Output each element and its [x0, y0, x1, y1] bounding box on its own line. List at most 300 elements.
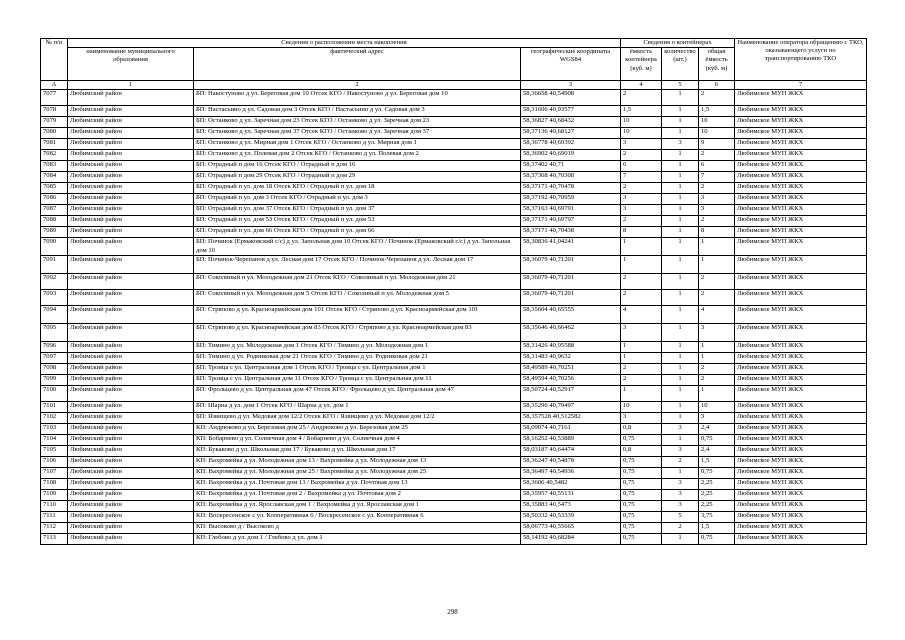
cell-address: БП: Останково д ул. Заречная дом 23 Отсек КГО / Останково д ул. Заречная дом 23	[194, 117, 521, 128]
cell-coords: 58,37163 40,69791	[521, 205, 621, 216]
cell-operator: Любимское МУП ЖКХ	[735, 216, 867, 227]
cell-coords: 58,09074 40,7161	[521, 424, 621, 435]
table-row	[41, 468, 867, 479]
cell-operator: Любимское МУП ЖКХ	[735, 150, 867, 161]
cell-address: БП: Останково д ул. Полевая дом 2 Отсек КГО / Останково д ул. Полевая дом 2	[194, 150, 521, 161]
cell-address: КП: Вахромейка д ул. Почтовая дом 2 / Вахромейка д ул. Почтовая дом 2	[194, 490, 521, 501]
cell-num: 7109	[41, 490, 68, 501]
cell-operator: Любимское МУП ЖКХ	[735, 446, 867, 457]
cell-quantity: 1	[662, 117, 699, 128]
cell-quantity: 1	[662, 194, 699, 205]
cell-capacity: 0,75	[621, 457, 662, 468]
cell-operator: Любимское МУП ЖКХ	[735, 256, 867, 274]
cell-num: 7094	[41, 306, 68, 324]
cell-operator: Любимское МУП ЖКХ	[735, 290, 867, 306]
cell-total: 4	[699, 306, 735, 324]
table-row	[41, 424, 867, 435]
cell-coords: 58,357528 40,512582	[521, 413, 621, 424]
cell-capacity: 0,75	[621, 512, 662, 523]
cell-total: 2	[699, 183, 735, 194]
cell-coords: 58,37171 40,70438	[521, 227, 621, 238]
cell-operator: Любимское МУП ЖКХ	[735, 523, 867, 534]
cell-address: БП: Отрадный п ул. дом 18 Отсек КГО / Отрадный п ул. дом 18	[194, 183, 521, 194]
cell-operator: Любимское МУП ЖКХ	[735, 90, 867, 106]
cell-quantity: 3	[662, 490, 699, 501]
cell-total: 7	[699, 172, 735, 183]
cell-coords: 58,3606 40,5482	[521, 479, 621, 490]
table-body	[41, 90, 867, 545]
cell-coords: 58,31426 40,95588	[521, 342, 621, 353]
cell-municipality: Любимский район	[68, 501, 194, 512]
cell-coords: 58,37402 40,71	[521, 161, 621, 172]
cell-operator: Любимское МУП ЖКХ	[735, 435, 867, 446]
cell-operator: Любимское МУП ЖКХ	[735, 342, 867, 353]
table-row	[41, 446, 867, 457]
cell-num: 7090	[41, 238, 68, 256]
cell-total: 2	[699, 375, 735, 386]
cell-municipality: Любимский район	[68, 150, 194, 161]
table-row	[41, 306, 867, 324]
cell-coords: 58,31483 40,9632	[521, 353, 621, 364]
cell-capacity: 0,75	[621, 534, 662, 545]
cell-municipality: Любимский район	[68, 274, 194, 290]
table-row	[41, 183, 867, 194]
cell-quantity: 3	[662, 501, 699, 512]
cell-municipality: Любимский район	[68, 364, 194, 375]
cell-operator: Любимское МУП ЖКХ	[735, 457, 867, 468]
cell-total: 1,5	[699, 457, 735, 468]
cell-address: БП: Тимино д ул. Молодежная дом 1 Отсек КГО / Тимино д ул. Молодежная дом 1	[194, 342, 521, 353]
cell-num: 7092	[41, 274, 68, 290]
cell-capacity: 2	[621, 290, 662, 306]
cell-num: 7086	[41, 194, 68, 205]
cell-municipality: Любимский район	[68, 490, 194, 501]
table-row	[41, 490, 867, 501]
cell-municipality: Любимский район	[68, 205, 194, 216]
cell-municipality: Любимский район	[68, 128, 194, 139]
cell-coords: 58,36079 40,71201	[521, 290, 621, 306]
cell-total: 1,5	[699, 106, 735, 117]
cell-capacity: 10	[621, 402, 662, 413]
cell-capacity: 2	[621, 90, 662, 106]
table-row	[41, 90, 867, 106]
cell-capacity: 0,8	[621, 424, 662, 435]
cell-quantity: 5	[662, 512, 699, 523]
header-num: № п/п	[41, 39, 68, 81]
cell-operator: Любимское МУП ЖКХ	[735, 386, 867, 402]
cell-municipality: Любимский район	[68, 402, 194, 413]
table-row	[41, 128, 867, 139]
cell-quantity: 1	[662, 468, 699, 479]
cell-capacity: 3	[621, 205, 662, 216]
cell-coords: 58,35883 40,5473	[521, 501, 621, 512]
table-row	[41, 150, 867, 161]
col-index-1: 1	[68, 81, 194, 90]
cell-quantity: 1	[662, 128, 699, 139]
table-row	[41, 106, 867, 117]
col-index-4: 4	[621, 81, 662, 90]
cell-num: 7111	[41, 512, 68, 523]
cell-coords: 58,14192 40,68284	[521, 534, 621, 545]
cell-total: 3,75	[699, 512, 735, 523]
table-row	[41, 457, 867, 468]
cell-municipality: Любимский район	[68, 353, 194, 364]
cell-capacity: 1	[621, 342, 662, 353]
table-row	[41, 172, 867, 183]
cell-num: 7098	[41, 364, 68, 375]
cell-capacity: 7	[621, 172, 662, 183]
table-row	[41, 139, 867, 150]
cell-total: 1	[699, 256, 735, 274]
cell-operator: Любимское МУП ЖКХ	[735, 324, 867, 342]
cell-total: 3	[699, 413, 735, 424]
data-table	[40, 38, 867, 545]
cell-quantity: 1	[662, 161, 699, 172]
cell-capacity: 6	[621, 161, 662, 172]
cell-coords: 58,35646 40,66462	[521, 324, 621, 342]
header-quantity: количество (шт.)	[662, 48, 699, 81]
cell-operator: Любимское МУП ЖКХ	[735, 364, 867, 375]
cell-num: 7107	[41, 468, 68, 479]
cell-operator: Любимское МУП ЖКХ	[735, 375, 867, 386]
cell-capacity: 1,5	[621, 106, 662, 117]
cell-num: 7093	[41, 290, 68, 306]
cell-operator: Любимское МУП ЖКХ	[735, 479, 867, 490]
cell-total: 1	[699, 386, 735, 402]
cell-total: 3	[699, 324, 735, 342]
cell-municipality: Любимский район	[68, 523, 194, 534]
cell-address: БП: Отрадный п ул. дом 66 Отсек КГО / Отрадный п ул. дом 66	[194, 227, 521, 238]
cell-quantity: 1	[662, 435, 699, 446]
cell-num: 7110	[41, 501, 68, 512]
cell-address: БП: Отрадный п ул. дом 3 Отсек КГО / Отрадный п ул. дом 3	[194, 194, 521, 205]
cell-coords: 58,36079 40,71201	[521, 256, 621, 274]
cell-capacity: 1	[621, 238, 662, 256]
table-row	[41, 534, 867, 545]
cell-address: КП: Вахромейка д ул. Молодежная дом 25 / Вахромейка д ул. Молодежная дом 25	[194, 468, 521, 479]
cell-municipality: Любимский район	[68, 375, 194, 386]
cell-capacity: 0,75	[621, 435, 662, 446]
cell-address: БП: Стряпово д ул. Красноармейская дом 101 Отсек КГО / Стряпово д ул. Красноармейская дом 101	[194, 306, 521, 324]
cell-address: БП: Отрадный п ул. дом 53 Отсек КГО / Отрадный п ул. дом 53	[194, 216, 521, 227]
cell-address: БП: Починок (Ермаковский с/с) д ул. Запольная дом 10 Отсек КГО / Починок (Ермаковский с/с) д ул. Запольная дом 10	[194, 238, 521, 256]
cell-address: БП: Троица с ул. Центральная дом 11 Отсек КГО / Троица с ул. Центральная дом 11	[194, 375, 521, 386]
page-number: 298	[447, 608, 458, 616]
cell-total: 1	[699, 353, 735, 364]
cell-municipality: Любимский район	[68, 512, 194, 523]
cell-coords: 58,35957 40,55131	[521, 490, 621, 501]
table-row	[41, 512, 867, 523]
cell-operator: Любимское МУП ЖКХ	[735, 274, 867, 290]
cell-operator: Любимское МУП ЖКХ	[735, 227, 867, 238]
cell-total: 6	[699, 161, 735, 172]
cell-operator: Любимское МУП ЖКХ	[735, 424, 867, 435]
cell-capacity: 8	[621, 227, 662, 238]
cell-operator: Любимское МУП ЖКХ	[735, 238, 867, 256]
cell-coords: 58,36658 40,54908	[521, 90, 621, 106]
table-row	[41, 227, 867, 238]
table-row	[41, 274, 867, 290]
cell-quantity: 1	[662, 290, 699, 306]
cell-municipality: Любимский район	[68, 386, 194, 402]
cell-address: КП: Андрюково д ул. Березовая дом 25 / Андрюково д ул. Березовая дом 25	[194, 424, 521, 435]
table-row	[41, 375, 867, 386]
cell-coords: 58,36778 40,69392	[521, 139, 621, 150]
cell-address: БП: Соколиный п ул. Молодежная дом 21 Отсек КГО / Соколиный п ул. Молодежная дом 21	[194, 274, 521, 290]
cell-municipality: Любимский район	[68, 534, 194, 545]
cell-municipality: Любимский район	[68, 435, 194, 446]
col-index-6: 6	[699, 81, 735, 90]
cell-municipality: Любимский район	[68, 468, 194, 479]
cell-total: 10	[699, 402, 735, 413]
cell-operator: Любимское МУП ЖКХ	[735, 402, 867, 413]
cell-num: 7079	[41, 117, 68, 128]
cell-capacity: 1	[621, 256, 662, 274]
cell-num: 7105	[41, 446, 68, 457]
cell-coords: 58,06773 40,55665	[521, 523, 621, 534]
cell-municipality: Любимский район	[68, 216, 194, 227]
cell-total: 0,75	[699, 435, 735, 446]
cell-total: 2	[699, 150, 735, 161]
cell-total: 2	[699, 364, 735, 375]
cell-num: 7089	[41, 227, 68, 238]
cell-address: БП: Фрольцево д ул. Центральная дом 47 Отсек КГО / Фрольцево д ул. Центральная дом 47	[194, 386, 521, 402]
cell-quantity: 1	[662, 375, 699, 386]
cell-coords: 58,03187 40,64474	[521, 446, 621, 457]
cell-address: КП: Вахромейка д ул. Ярославская дом 1 / Вахромейка д ул. Ярославская дом 1	[194, 501, 521, 512]
header-row-1	[41, 39, 867, 48]
cell-num: 7112	[41, 523, 68, 534]
cell-quantity: 2	[662, 457, 699, 468]
cell-coords: 58,35604 40,65555	[521, 306, 621, 324]
cell-coords: 58,37368 40,70308	[521, 172, 621, 183]
cell-total: 9	[699, 139, 735, 150]
cell-address: БП: Накостуново д ул. Береговая дом 10 Отсек КГО / Накостуново д ул. Береговая дом 10	[194, 90, 521, 106]
cell-num: 7091	[41, 256, 68, 274]
cell-address: БП: Стряпово д ул. Красноармейская дом 83 Отсек КГО / Стряпово д ул. Красноармейская дом 83	[194, 324, 521, 342]
header-containers: Сведения о контейнерах	[621, 39, 735, 48]
cell-municipality: Любимский район	[68, 424, 194, 435]
cell-coords: 58,49589 40,70251	[521, 364, 621, 375]
cell-address: БП: Починок-Черепанов д ул. Лесная дом 17 Отсек КГО / Починок-Черепанов д ул. Лесная дом 17	[194, 256, 521, 274]
cell-quantity: 3	[662, 424, 699, 435]
cell-capacity: 2	[621, 183, 662, 194]
cell-capacity: 0,75	[621, 501, 662, 512]
cell-num: 7078	[41, 106, 68, 117]
cell-municipality: Любимский район	[68, 306, 194, 324]
cell-address: БП: Шарна д ул. дом 1 Отсек КГО / Шарна д ул. дом 1	[194, 402, 521, 413]
cell-address: БП: Язвищево д ул. Медовая дом 12/2 Отсек КГО / Язвищево д ул. Медовая дом 12/2	[194, 413, 521, 424]
cell-operator: Любимское МУП ЖКХ	[735, 194, 867, 205]
cell-num: 7102	[41, 413, 68, 424]
cell-coords: 58,16252 40,53889	[521, 435, 621, 446]
cell-num: 7085	[41, 183, 68, 194]
cell-address: КП: Глебово д ул. дом 1 / Глебово д ул. дом 1	[194, 534, 521, 545]
table-row	[41, 256, 867, 274]
cell-municipality: Любимский район	[68, 139, 194, 150]
cell-address: БП: Отрадный п ул. дом 37 Отсек КГО / Отрадный п ул. дом 37	[194, 205, 521, 216]
cell-operator: Любимское МУП ЖКХ	[735, 172, 867, 183]
cell-capacity: 3	[621, 413, 662, 424]
cell-coords: 58,36247 40,54878	[521, 457, 621, 468]
cell-quantity: 1	[662, 205, 699, 216]
cell-operator: Любимское МУП ЖКХ	[735, 353, 867, 364]
cell-coords: 58,37171 40,69797	[521, 216, 621, 227]
table-row	[41, 205, 867, 216]
cell-municipality: Любимский район	[68, 446, 194, 457]
col-index-3: 3	[521, 81, 621, 90]
cell-capacity: 4	[621, 306, 662, 324]
header-operator: Наименование оператора обращению с ТКО, оказывающего услуги по транспортированию ТКО	[735, 39, 867, 81]
cell-coords: 58,50724 40,52917	[521, 386, 621, 402]
cell-address: КП: Высоково д / Высоково д	[194, 523, 521, 534]
cell-capacity: 3	[621, 194, 662, 205]
cell-capacity: 10	[621, 128, 662, 139]
cell-total: 3	[699, 194, 735, 205]
cell-quantity: 1	[662, 172, 699, 183]
cell-num: 7113	[41, 534, 68, 545]
cell-capacity: 2	[621, 274, 662, 290]
cell-quantity: 1	[662, 413, 699, 424]
cell-address: БП: Тимино д ул. Родниковая дом 21 Отсек КГО / Тимино д ул. Родниковая дом 21	[194, 353, 521, 364]
cell-municipality: Любимский район	[68, 290, 194, 306]
cell-operator: Любимское МУП ЖКХ	[735, 139, 867, 150]
cell-num: 7100	[41, 386, 68, 402]
header-row-index	[41, 81, 867, 90]
cell-num: 7081	[41, 139, 68, 150]
table-row	[41, 402, 867, 413]
cell-num: 7088	[41, 216, 68, 227]
table-row	[41, 501, 867, 512]
cell-total: 2	[699, 274, 735, 290]
cell-coords: 58,50332 40,53339	[521, 512, 621, 523]
header-total: общая ёмкость (куб. м)	[699, 48, 735, 81]
cell-coords: 58,36827 40,68432	[521, 117, 621, 128]
header-coords: географические координаты WGS84	[521, 48, 621, 81]
cell-num: 7108	[41, 479, 68, 490]
cell-total: 2	[699, 216, 735, 227]
cell-quantity: 1	[662, 386, 699, 402]
cell-num: 7082	[41, 150, 68, 161]
cell-coords: 58,37136 40,68127	[521, 128, 621, 139]
cell-coords: 58,37171 40,70478	[521, 183, 621, 194]
cell-address: КП: Вахромейка д ул. Почтовая дом 13 / Вахромейка д ул. Почтовая дом 13	[194, 479, 521, 490]
cell-quantity: 1	[662, 364, 699, 375]
cell-operator: Любимское МУП ЖКХ	[735, 501, 867, 512]
cell-total: 2,4	[699, 446, 735, 457]
cell-total: 0,75	[699, 534, 735, 545]
cell-num: 7083	[41, 161, 68, 172]
table-row	[41, 413, 867, 424]
cell-quantity: 1	[662, 227, 699, 238]
table-row	[41, 342, 867, 353]
cell-municipality: Любимский район	[68, 457, 194, 468]
cell-capacity: 2	[621, 150, 662, 161]
cell-quantity: 1	[662, 342, 699, 353]
cell-municipality: Любимский район	[68, 227, 194, 238]
table-row	[41, 161, 867, 172]
cell-total: 3	[699, 205, 735, 216]
cell-num: 7101	[41, 402, 68, 413]
cell-municipality: Любимский район	[68, 238, 194, 256]
cell-capacity: 1	[621, 386, 662, 402]
cell-quantity: 1	[662, 534, 699, 545]
cell-total: 10	[699, 128, 735, 139]
cell-total: 2,25	[699, 501, 735, 512]
cell-quantity: 1	[662, 90, 699, 106]
cell-municipality: Любимский район	[68, 413, 194, 424]
cell-municipality: Любимский район	[68, 172, 194, 183]
cell-total: 2,25	[699, 479, 735, 490]
table-row	[41, 290, 867, 306]
cell-address: БП: Настасьино д ул. Садовая дом 3 Отсек КГО / Настасьино д ул. Садовая дом 3	[194, 106, 521, 117]
cell-num: 7097	[41, 353, 68, 364]
cell-quantity: 1	[662, 402, 699, 413]
cell-capacity: 2	[621, 375, 662, 386]
cell-address: КП: Букаково д ул. Школьная дом 17 / Букаково д ул. Школьная дом 17	[194, 446, 521, 457]
col-index-7: 7	[735, 81, 867, 90]
table-row	[41, 238, 867, 256]
cell-operator: Любимское МУП ЖКХ	[735, 512, 867, 523]
cell-num: 7095	[41, 324, 68, 342]
cell-operator: Любимское МУП ЖКХ	[735, 468, 867, 479]
cell-operator: Любимское МУП ЖКХ	[735, 117, 867, 128]
cell-capacity: 10	[621, 117, 662, 128]
cell-operator: Любимское МУП ЖКХ	[735, 128, 867, 139]
cell-municipality: Любимский район	[68, 106, 194, 117]
cell-municipality: Любимский район	[68, 90, 194, 106]
table-row	[41, 364, 867, 375]
cell-quantity: 1	[662, 274, 699, 290]
cell-total: 2,4	[699, 424, 735, 435]
cell-municipality: Любимский район	[68, 183, 194, 194]
cell-total: 2	[699, 290, 735, 306]
cell-operator: Любимское МУП ЖКХ	[735, 413, 867, 424]
cell-capacity: 0,75	[621, 523, 662, 534]
cell-num: 7103	[41, 424, 68, 435]
col-index-2: 2	[194, 81, 521, 90]
cell-municipality: Любимский район	[68, 256, 194, 274]
cell-num: 7077	[41, 90, 68, 106]
cell-num: 7080	[41, 128, 68, 139]
cell-num: 7087	[41, 205, 68, 216]
cell-capacity: 3	[621, 139, 662, 150]
cell-capacity: 2	[621, 364, 662, 375]
cell-quantity: 1	[662, 150, 699, 161]
cell-quantity: 3	[662, 446, 699, 457]
table-row	[41, 117, 867, 128]
cell-total: 1,5	[699, 523, 735, 534]
header-location: Сведения о расположении места накопления	[68, 39, 621, 48]
cell-total: 1	[699, 342, 735, 353]
cell-operator: Любимское МУП ЖКХ	[735, 534, 867, 545]
table-row	[41, 194, 867, 205]
cell-total: 0,75	[699, 468, 735, 479]
cell-quantity: 1	[662, 183, 699, 194]
cell-capacity: 1	[621, 353, 662, 364]
cell-quantity: 3	[662, 479, 699, 490]
cell-address: БП: Отрадный п дом 29 Отсек КГО / Отрадный п дом 29	[194, 172, 521, 183]
header-capacity: ёмкость контейнера (куб. м)	[621, 48, 662, 81]
header-municipality: наименование муниципального образования	[68, 48, 194, 81]
table-row	[41, 324, 867, 342]
cell-municipality: Любимский район	[68, 324, 194, 342]
table-row	[41, 386, 867, 402]
cell-operator: Любимское МУП ЖКХ	[735, 205, 867, 216]
table-row	[41, 353, 867, 364]
cell-quantity: 1	[662, 256, 699, 274]
table-row	[41, 479, 867, 490]
